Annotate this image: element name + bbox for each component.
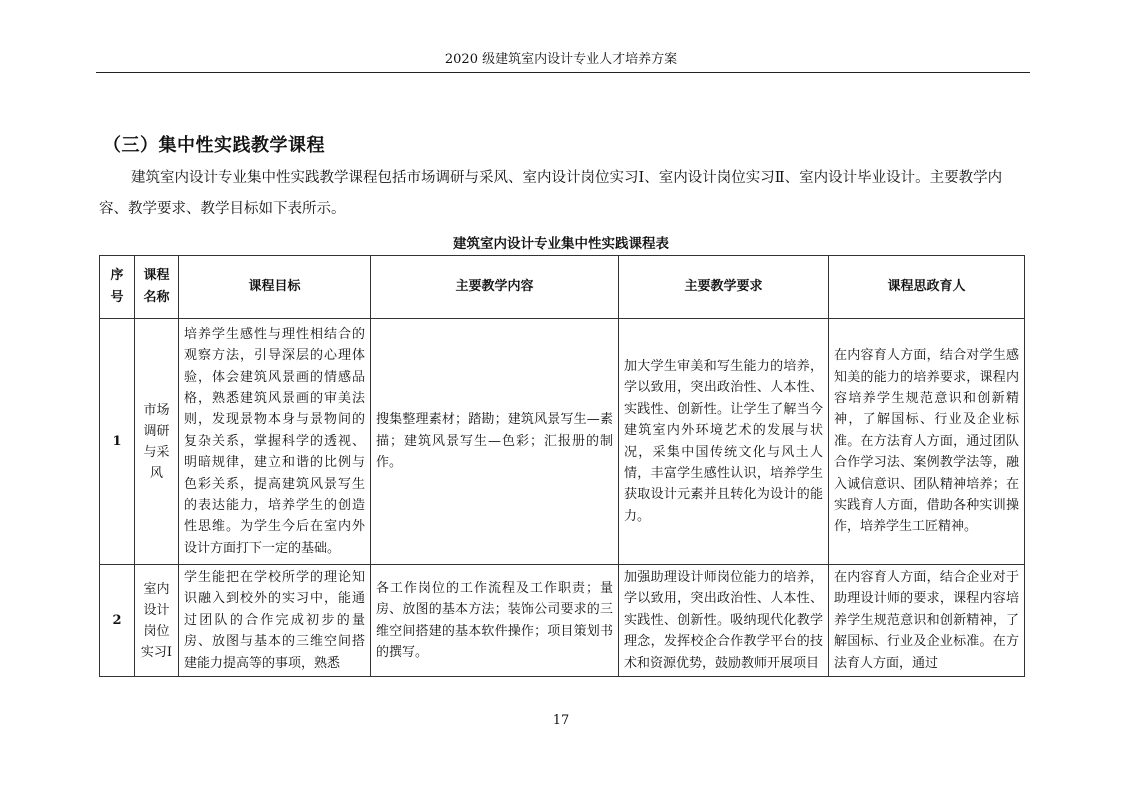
table-header-row — [100, 256, 1025, 319]
practice-course-table — [99, 255, 1025, 677]
header-content: 主要教学内容 — [371, 256, 619, 319]
course-name: 室内设计岗位实习Ⅰ — [135, 565, 179, 677]
header-name — [135, 256, 179, 319]
row-number: 2 — [100, 565, 135, 677]
header-rule — [96, 72, 1030, 73]
header-requirement: 主要教学要求 — [619, 256, 829, 319]
ideology-education: 在内容育人方面，结合企业对于助理设计师的要求，课程内容培养学生规范意识和创新精神，了解国标、行业及企业标准。在方法育人方面，通过 — [829, 565, 1025, 677]
ideology-education: 在内容育人方面，结合对学生感知美的能力的培养要求，课程内容培养学生规范意识和创新精神，了解国标、行业及企业标准。在方法育人方面，通过团队合作学习法、案例教学法等，融入诚信意识、团队精神培养；在实践育人方面，借助各种实训操作，培养学生工匠精神。 — [829, 319, 1025, 565]
header-no-line2: 号 — [110, 290, 124, 305]
table-title: 建筑室内设计专业集中性实践课程表 — [453, 236, 669, 252]
teaching-content: 各工作岗位的工作流程及工作职责；量房、放图的基本方法；装饰公司要求的三维空间搭建的基本软件操作；项目策划书的撰写。 — [371, 565, 619, 677]
table-row — [100, 565, 1025, 677]
header-no — [100, 256, 135, 319]
header-no-line1: 序 — [110, 268, 124, 283]
teaching-content: 搜集整理素材；踏勘；建筑风景写生—素描；建筑风景写生—色彩；汇报册的制作。 — [371, 319, 619, 565]
intro-paragraph: 建筑室内设计专业集中性实践教学课程包括市场调研与采风、室内设计岗位实习Ⅰ、室内设计岗位实习Ⅱ、室内设计毕业设计。主要教学内容、教学要求、教学目标如下表所示。 — [99, 170, 1003, 217]
header-name-line2: 名称 — [143, 290, 170, 305]
row-number: 1 — [100, 319, 135, 565]
header-name-line1: 课程 — [143, 268, 170, 283]
course-goal: 培养学生感性与理性相结合的观察方法，引导深层的心理体验，体会建筑风景画的情感品格，熟悉建筑风景画的审美法则，发现景物本身与景物间的复杂关系，掌握科学的透视、明暗规律，建立和谐的比例与色彩关系，提高建筑风景写生的表达能力，培养学生的创造性思维。为学生今后在室内外设计方面打下一定的基础。 — [179, 319, 371, 565]
running-header: 2020 级建筑室内设计专业人才培养方案 — [444, 52, 678, 67]
teaching-requirement: 加强助理设计师岗位能力的培养，学以致用，突出政治性、人本性、实践性、创新性。吸纳现代化教学理念，发挥校企合作教学平台的技术和资源优势，鼓励教师开展项目 — [619, 565, 829, 677]
header-goal: 课程目标 — [179, 256, 371, 319]
page-number: 17 — [552, 713, 570, 728]
header-ideology: 课程思政育人 — [829, 256, 1025, 319]
teaching-requirement: 加大学生审美和写生能力的培养，学以致用，突出政治性、人本性、实践性、创新性。让学生了解当今建筑室内外环境艺术的发展与状况，采集中国传统文化与风土人情，丰富学生感性认识，培养学生获取设计元素并且转化为设计的能力。 — [619, 319, 829, 565]
section-title: （三）集中性实践教学课程 — [103, 135, 325, 156]
table-row — [100, 319, 1025, 565]
course-goal: 学生能把在学校所学的理论知识融入到校外的实习中，能通过团队的合作完成初步的量房、放图与基本的三维空间搭建能力提高等的事项，熟悉 — [179, 565, 371, 677]
course-name: 市场调研与采风 — [135, 319, 179, 565]
